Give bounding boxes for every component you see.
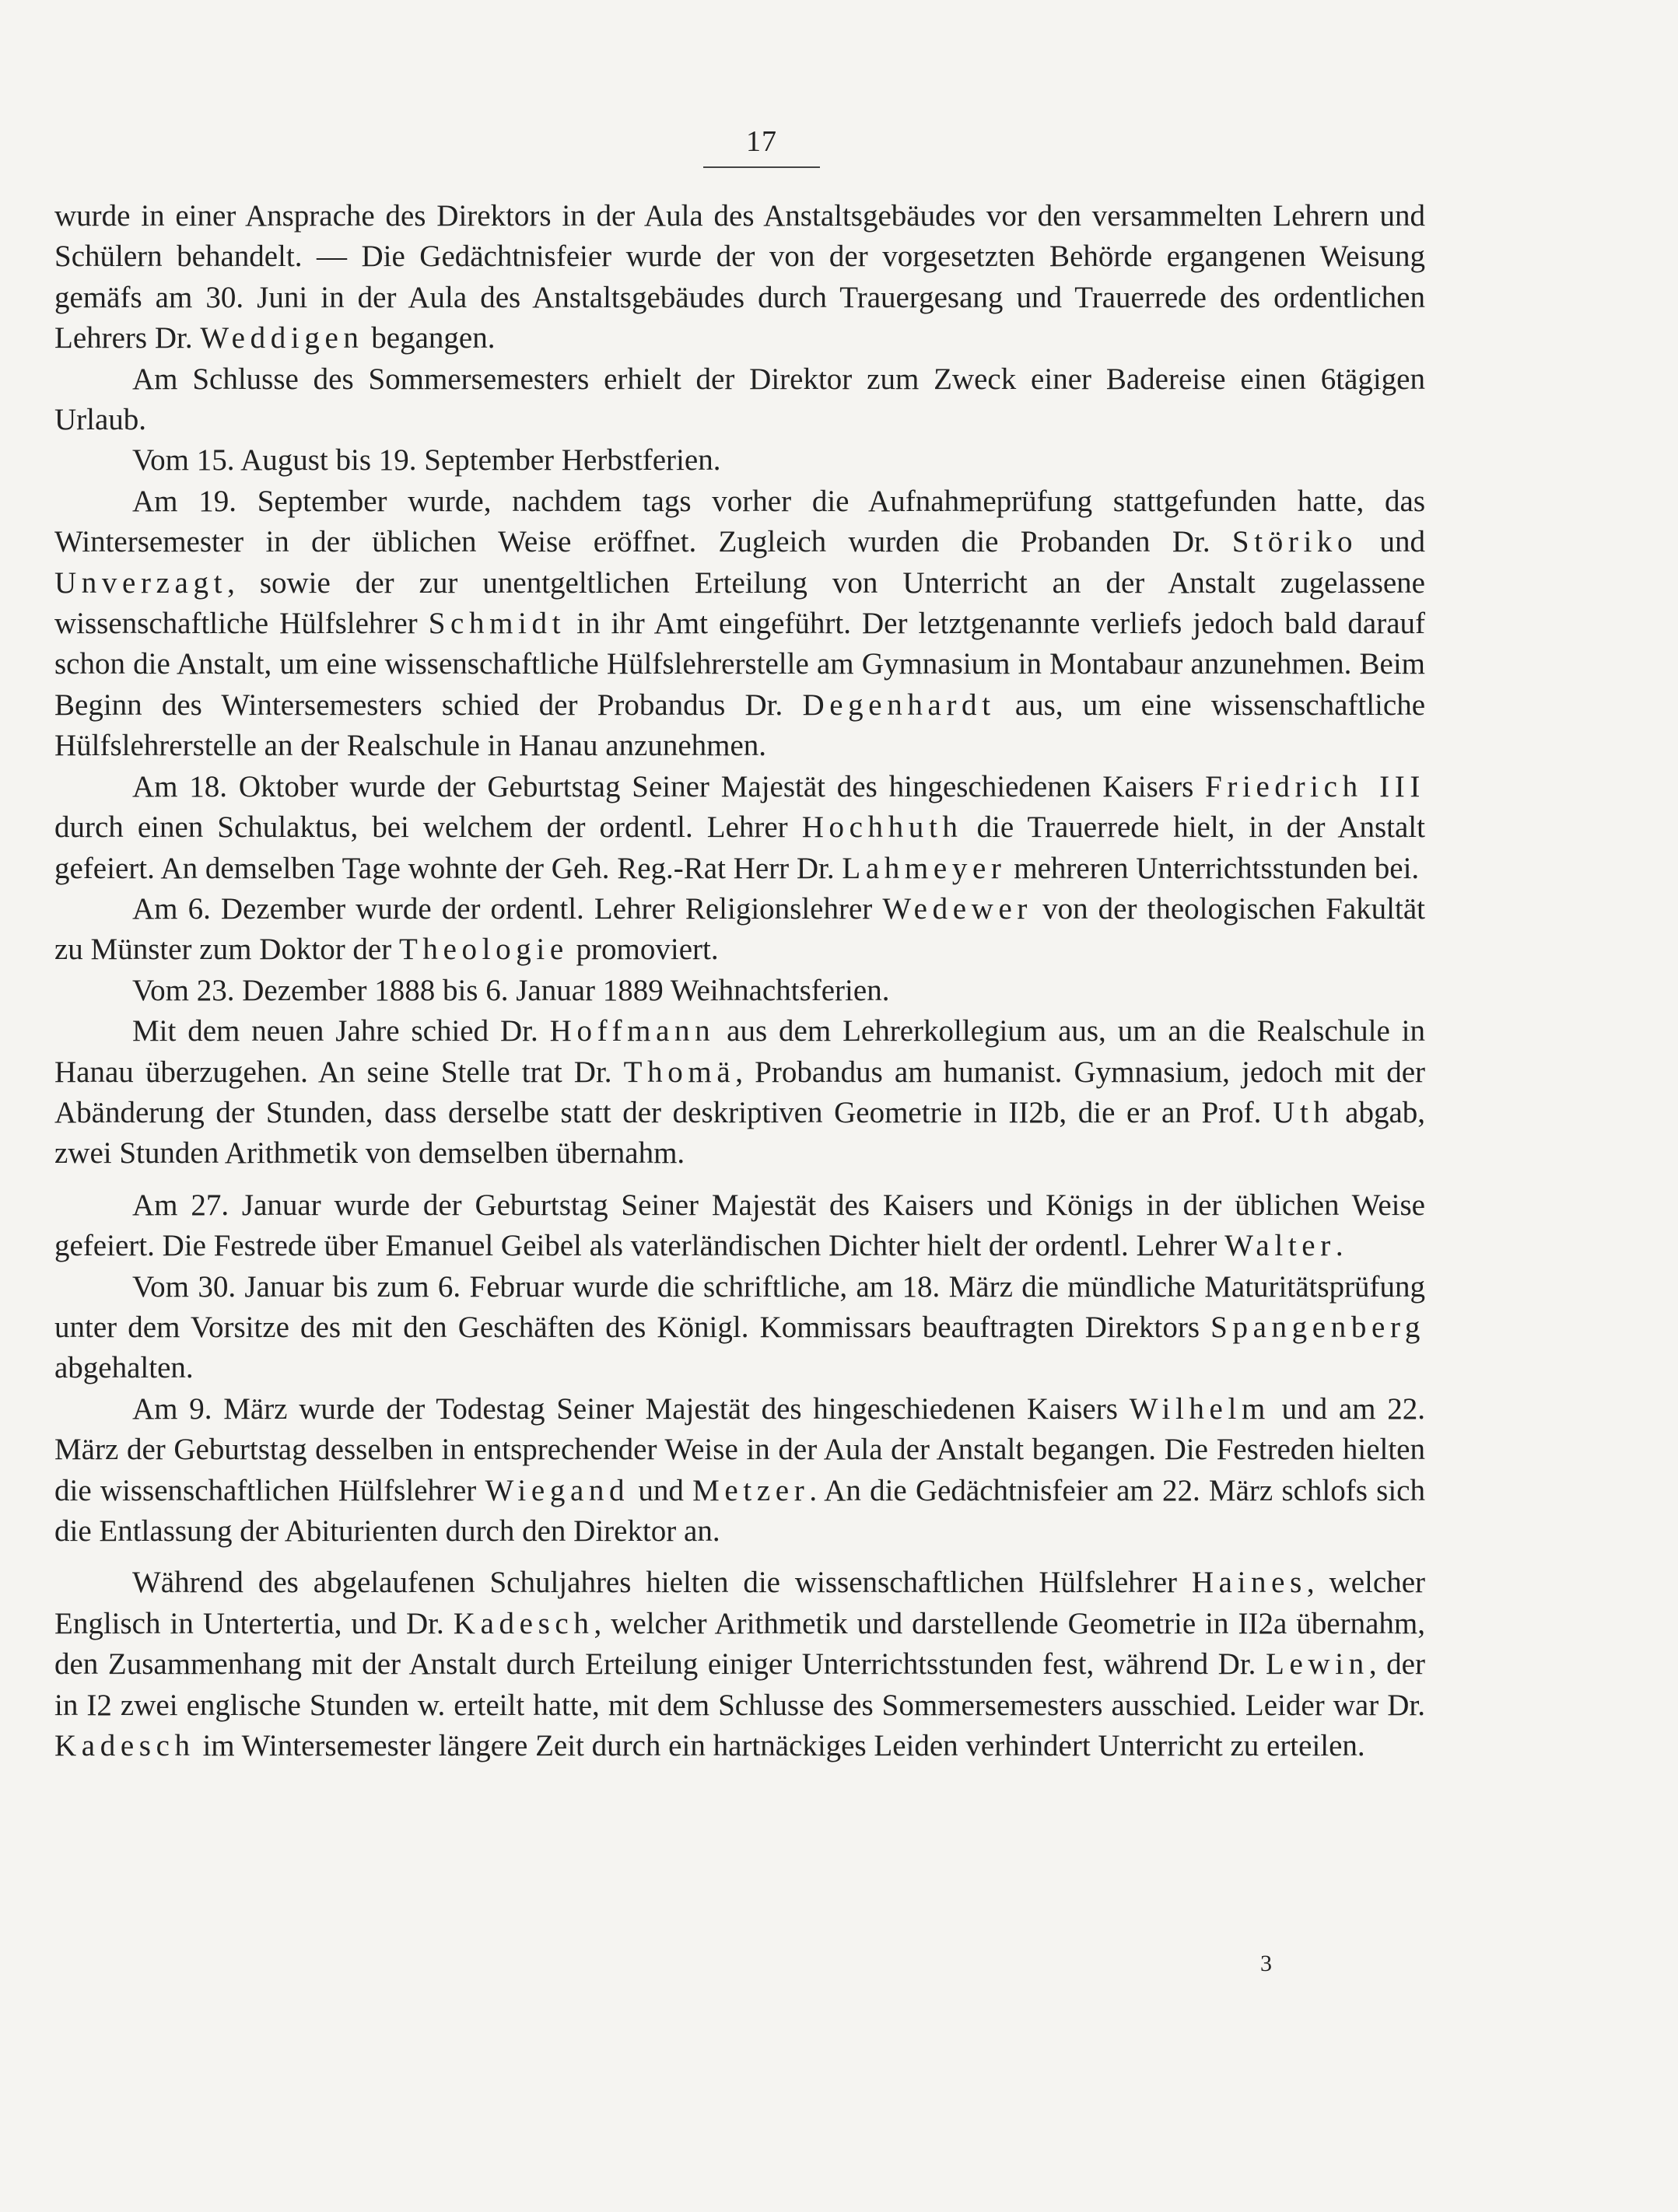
text-run: Am Schlusse des Sommersemesters erhielt der Direktor zum Zweck einer Badereise einen 6tägigen Urlaub. [54,362,1425,437]
text-run: , der in I2 zwei englische Stunden w. erteilt hatte, mit dem Schlusse des Sommersemesters ausschied. Leider war Dr. [54,1647,1425,1722]
text-run: , sowie der zur unentgeltlichen Erteilung von Unterricht an der Anstalt zugelassene wissenschaftliche Hülfslehrer [54,565,1425,641]
spaced-name: Degenhardt [802,688,996,722]
text-run: und am 22. März der Geburtstag desselben in entsprechender Weise in der Aula der Anstalt begangen. Die Festreden hielten die wissenschaftlichen Hülfslehrer [54,1391,1426,1507]
text-run: Am 19. September wurde, nachdem tags vorher die Aufnahmeprüfung stattgefunden hatte, das Wintersemester in der üblichen Weise eröffnet. Zugleich wurden die Probanden Dr. [54,484,1425,559]
spaced-name: Wiegand [485,1473,630,1507]
text-run: begangen. [363,321,496,355]
text-run: . [1335,1229,1343,1263]
spaced-name: Theologie [398,933,569,967]
text-run: aus dem Lehrerkollegium aus, um an die Realschule in Hanau überzugehen. An seine Stelle trat Dr. [54,1014,1426,1089]
paragraph [54,359,1425,441]
header-rule [703,166,820,168]
printer-signature-mark: 3 [1260,1951,1272,1976]
spaced-name: Hochhuth [801,810,963,845]
text-run: und [1357,525,1426,559]
paragraph [54,1011,1425,1174]
text-run: Am 6. Dezember wurde der ordentl. Lehrer Religionslehrer [132,891,883,926]
text-run: Am 9. März wurde der Todestag Seiner Majestät des hingeschiedenen Kaisers [132,1391,1130,1426]
paragraph [54,440,1425,481]
spaced-name: Friedrich III [1205,769,1426,803]
text-run: Am 27. Januar wurde der Geburtstag Seiner Majestät des Kaisers und Königs in der üblichen Weise gefeiert. Die Festrede über Emanuel Geibel als vaterländischen Dichter hielt der ordentl. Lehrer [54,1188,1425,1263]
text-run: abgehalten. [54,1351,194,1385]
text-run: . An die Gedächtnisfeier am 22. März schlofs sich die Entlassung der Abiturienten durch den Direktor an. [54,1473,1425,1548]
spaced-name: Weddigen [200,321,364,355]
text-run: Vom 30. Januar bis zum 6. Februar wurde die schriftliche, am 18. März die mündliche Maturitätsprüfung unter dem Vorsitze des mit den Geschäften des Königl. Kommissars beauftragten Direktors [54,1269,1425,1344]
text-run: Während des abgelaufenen Schuljahres hielten die wissenschaftlichen Hülfslehrer [132,1566,1192,1600]
spaced-name: Unverzagt [54,565,228,600]
spaced-name: Kadesch [54,1729,195,1763]
text-run: , welcher Arithmetik und darstellende Geometrie in II2a übernahm, den Zusammenhang mit der Anstalt durch Erteilung einiger Unterrichtsstunden fest, während Dr. [54,1606,1426,1682]
spaced-name: Thomä [623,1055,736,1089]
body-text [54,196,1425,1766]
spaced-name: Haines [1191,1566,1307,1600]
text-run: mehreren Unterrichtsstunden bei. [1006,851,1420,885]
spaced-name: Lahmeyer [842,851,1007,885]
spaced-name: Wilhelm [1129,1391,1270,1426]
paragraph [54,196,1425,359]
spaced-name: Uth [1273,1095,1334,1129]
text-run: im Wintersemester längere Zeit durch ein hartnäckiges Leiden verhindert Unterricht zu erteilen. [194,1729,1365,1763]
paragraph [54,1563,1425,1766]
spaced-name: Störiko [1231,525,1358,559]
text-run: von der theologischen Fakultät zu Münster zum Doktor der [54,891,1425,967]
spaced-name: Wedewer [882,891,1033,926]
paragraph [54,889,1425,971]
text-run: abgab, zwei Stunden Arithmetik von demselben übernahm. [54,1095,1425,1171]
paragraph [54,767,1425,889]
page-number: 17 [746,125,777,158]
paragraph [54,1389,1425,1552]
spaced-name: Lewin [1266,1647,1369,1682]
text-run: Vom 15. August bis 19. September Herbstferien. [132,443,721,478]
spaced-name: Schmidt [428,607,566,641]
text-run: durch einen Schulaktus, bei welchem der ordentl. Lehrer [54,810,802,845]
text-run: die Trauerrede hielt, in der Anstalt gefeiert. An demselben Tage wohnte der Geh. Reg.-Rat Herr Dr. [54,810,1425,885]
paragraph [54,1185,1425,1267]
text-run: und [629,1473,693,1507]
text-run: aus, um eine wissenschaftliche Hülfslehrerstelle an der Realschule in Hanau anzunehmen. [54,688,1426,763]
text-run: Vom 23. Dezember 1888 bis 6. Januar 1889 Weihnachtsferien. [132,973,890,1007]
text-run: Mit dem neuen Jahre schied Dr. [132,1014,550,1048]
text-run: , welcher Englisch in Untertertia, und Dr. [54,1566,1425,1640]
paragraph [54,1267,1425,1389]
spaced-name: Kadesch [453,1606,594,1640]
text-run: in ihr Amt eingeführt. Der letztgenannte verliefs jedoch bald darauf schon die Anstalt, um eine wissenschaftliche Hülfslehrerstelle am Gymnasium in Montabaur anzunehmen. Beim Beginn des Wintersemesters schied der Probandus Dr. [54,607,1425,722]
spaced-name: Metzer [692,1473,810,1507]
spaced-name: Walter [1224,1229,1336,1263]
text-run: Am 18. Oktober wurde der Geburtstag Seiner Majestät des hingeschiedenen Kaisers [132,769,1206,803]
text-run: wurde in einer Ansprache des Direktors in der Aula des Anstaltsgebäudes vor den versammelten Lehrern und Schülern behandelt. — Die Gedächtnisfeier wurde der von der vorgesetzten Behörde ergangenen Weisung gemäfs am 30. Juni in der Aula des Anstaltsgebäudes durch Trauergesang und Trauerrede des ordentlichen Lehrers Dr. [54,199,1425,355]
text-run: promoviert. [568,933,719,967]
spaced-name: Hoffmann [549,1014,716,1048]
spaced-name: Spangenberg [1210,1310,1425,1344]
text-run: , Probandus am humanist. Gymnasium, jedoch mit der Abänderung der Stunden, dass derselbe statt der deskriptiven Geometrie in II2b, die er an Prof. [54,1055,1425,1129]
paragraph [54,971,1425,1011]
paragraph [54,481,1425,767]
